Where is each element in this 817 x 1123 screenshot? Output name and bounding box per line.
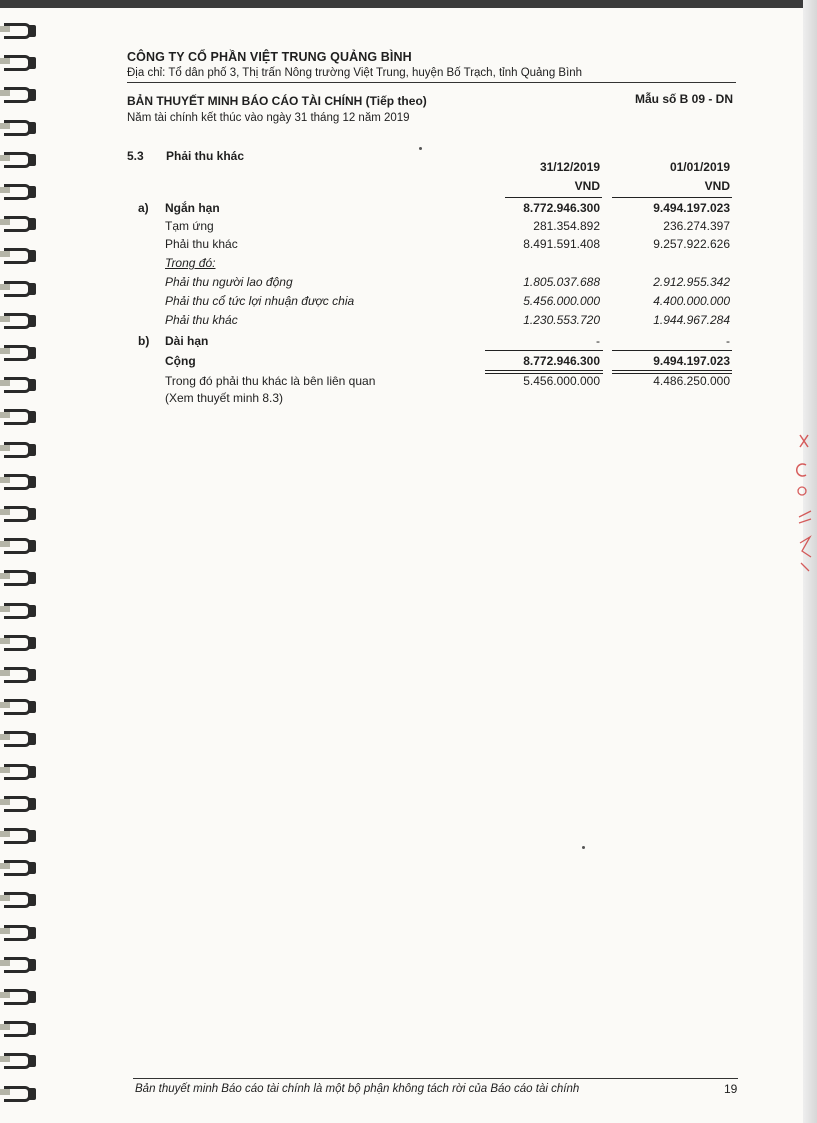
section-number: 5.3 <box>127 149 144 163</box>
row-value-2019-end: 8.772.946.300 <box>523 201 600 215</box>
binding-ring <box>0 1083 38 1105</box>
form-number: Mẫu số B 09 - DN <box>634 92 733 106</box>
binding-ring <box>0 825 38 847</box>
table-row <box>0 275 817 293</box>
binding-ring <box>0 1050 38 1072</box>
row-label-note: (Xem thuyết minh 8.3) <box>165 391 284 405</box>
binding-ring <box>0 889 38 911</box>
binding-ring <box>0 728 38 750</box>
row-label: Phải thu khác <box>165 237 238 251</box>
spiral-binding <box>0 20 48 1120</box>
row-label: Phải thu khác <box>165 313 238 327</box>
table-row <box>0 391 817 409</box>
row-label: Tạm ứng <box>165 219 214 233</box>
row-value-2019-start: 9.257.922.626 <box>653 237 730 251</box>
row-value-2019-end: 281.354.892 <box>533 219 600 233</box>
row-value-2019-start: 4.400.000.000 <box>653 294 730 308</box>
column-unit-1: VND <box>574 179 600 193</box>
binding-ring <box>0 117 38 139</box>
total-value-2019-end: 8.772.946.300 <box>523 354 600 368</box>
row-value-2019-start: 1.944.967.284 <box>653 313 730 327</box>
footer-note: Bản thuyết minh Báo cáo tài chính là một bộ phận không tách rời của Báo cáo tài chính <box>135 1083 580 1095</box>
company-name: CÔNG TY CỔ PHẦN VIỆT TRUNG QUẢNG BÌNH <box>127 50 412 64</box>
total-double-rule-2a <box>612 370 732 371</box>
total-double-rule-1a <box>485 370 603 371</box>
row-letter: b) <box>138 334 150 348</box>
row-value-2019-start: 236.274.397 <box>663 219 730 233</box>
binding-ring <box>0 52 38 74</box>
scan-top-edge <box>0 0 817 8</box>
binding-ring <box>0 664 38 686</box>
binding-ring <box>0 84 38 106</box>
binding-ring <box>0 954 38 976</box>
red-stamp-fragment <box>796 425 814 575</box>
footer-divider <box>133 1078 738 1079</box>
binding-ring <box>0 793 38 815</box>
row-value-2019-start: 2.912.955.342 <box>653 275 730 289</box>
binding-ring <box>0 761 38 783</box>
binding-ring <box>0 181 38 203</box>
binding-ring <box>0 535 38 557</box>
binding-ring <box>0 567 38 589</box>
section-title: Phải thu khác <box>166 149 245 163</box>
binding-ring <box>0 439 38 461</box>
binding-ring <box>0 632 38 654</box>
binding-ring <box>0 406 38 428</box>
table-row <box>0 294 817 312</box>
binding-ring <box>0 471 38 493</box>
row-value-2019-start: 9.494.197.023 <box>653 201 730 215</box>
header-divider <box>127 82 736 83</box>
row-value-2019-end: 8.491.591.408 <box>523 237 600 251</box>
row-value-2019-end: 5.456.000.000 <box>523 374 600 388</box>
table-row <box>0 256 817 274</box>
row-label: Trong đó phải thu khác là bên liên quan <box>165 374 376 388</box>
binding-ring <box>0 149 38 171</box>
binding-ring <box>0 20 38 42</box>
row-value-2019-start: 4.486.250.000 <box>653 374 730 388</box>
header-rule-2 <box>612 197 732 198</box>
table-row <box>0 313 817 331</box>
row-label: Trong đó: <box>165 256 216 270</box>
binding-ring <box>0 922 38 944</box>
row-value-2019-end: 1.230.553.720 <box>523 313 600 327</box>
table-row <box>0 374 817 392</box>
fiscal-year-note: Năm tài chính kết thúc vào ngày 31 tháng 12 năm 2019 <box>127 112 410 124</box>
subtotal-rule-1 <box>485 350 603 351</box>
row-label: Dài hạn <box>165 334 209 348</box>
row-label: Phải thu người lao động <box>165 275 293 289</box>
company-address: Địa chỉ: Tổ dân phố 3, Thị trấn Nông trường Việt Trung, huyện Bố Trạch, tỉnh Quảng Bình <box>127 67 583 79</box>
row-value-2019-end: 1.805.037.688 <box>523 275 600 289</box>
binding-ring <box>0 857 38 879</box>
scan-speck <box>582 846 585 849</box>
row-value-2019-end: 5.456.000.000 <box>523 294 600 308</box>
table-row <box>0 219 817 237</box>
table-row <box>0 201 817 219</box>
page-number: 19 <box>724 1082 738 1096</box>
binding-ring <box>0 986 38 1008</box>
column-date-2: 01/01/2019 <box>669 160 730 174</box>
scan-speck <box>419 147 422 150</box>
row-label: Phải thu cổ tức lợi nhuận được chia <box>165 294 355 308</box>
row-letter: a) <box>138 201 149 215</box>
column-unit-2: VND <box>704 179 730 193</box>
subtotal-rule-2 <box>612 350 732 351</box>
total-label: Cộng <box>165 354 196 368</box>
header-rule-1 <box>505 197 602 198</box>
binding-ring <box>0 696 38 718</box>
binding-ring <box>0 600 38 622</box>
binding-ring <box>0 1018 38 1040</box>
total-value-2019-start: 9.494.197.023 <box>653 354 730 368</box>
row-value-2019-start: - <box>726 334 730 348</box>
column-date-1: 31/12/2019 <box>539 160 600 174</box>
document-title: BẢN THUYẾT MINH BÁO CÁO TÀI CHÍNH (Tiếp theo) <box>127 94 427 108</box>
binding-ring <box>0 503 38 525</box>
row-value-2019-end: - <box>596 334 600 348</box>
row-label: Ngắn hạn <box>165 201 220 215</box>
table-row <box>0 237 817 255</box>
